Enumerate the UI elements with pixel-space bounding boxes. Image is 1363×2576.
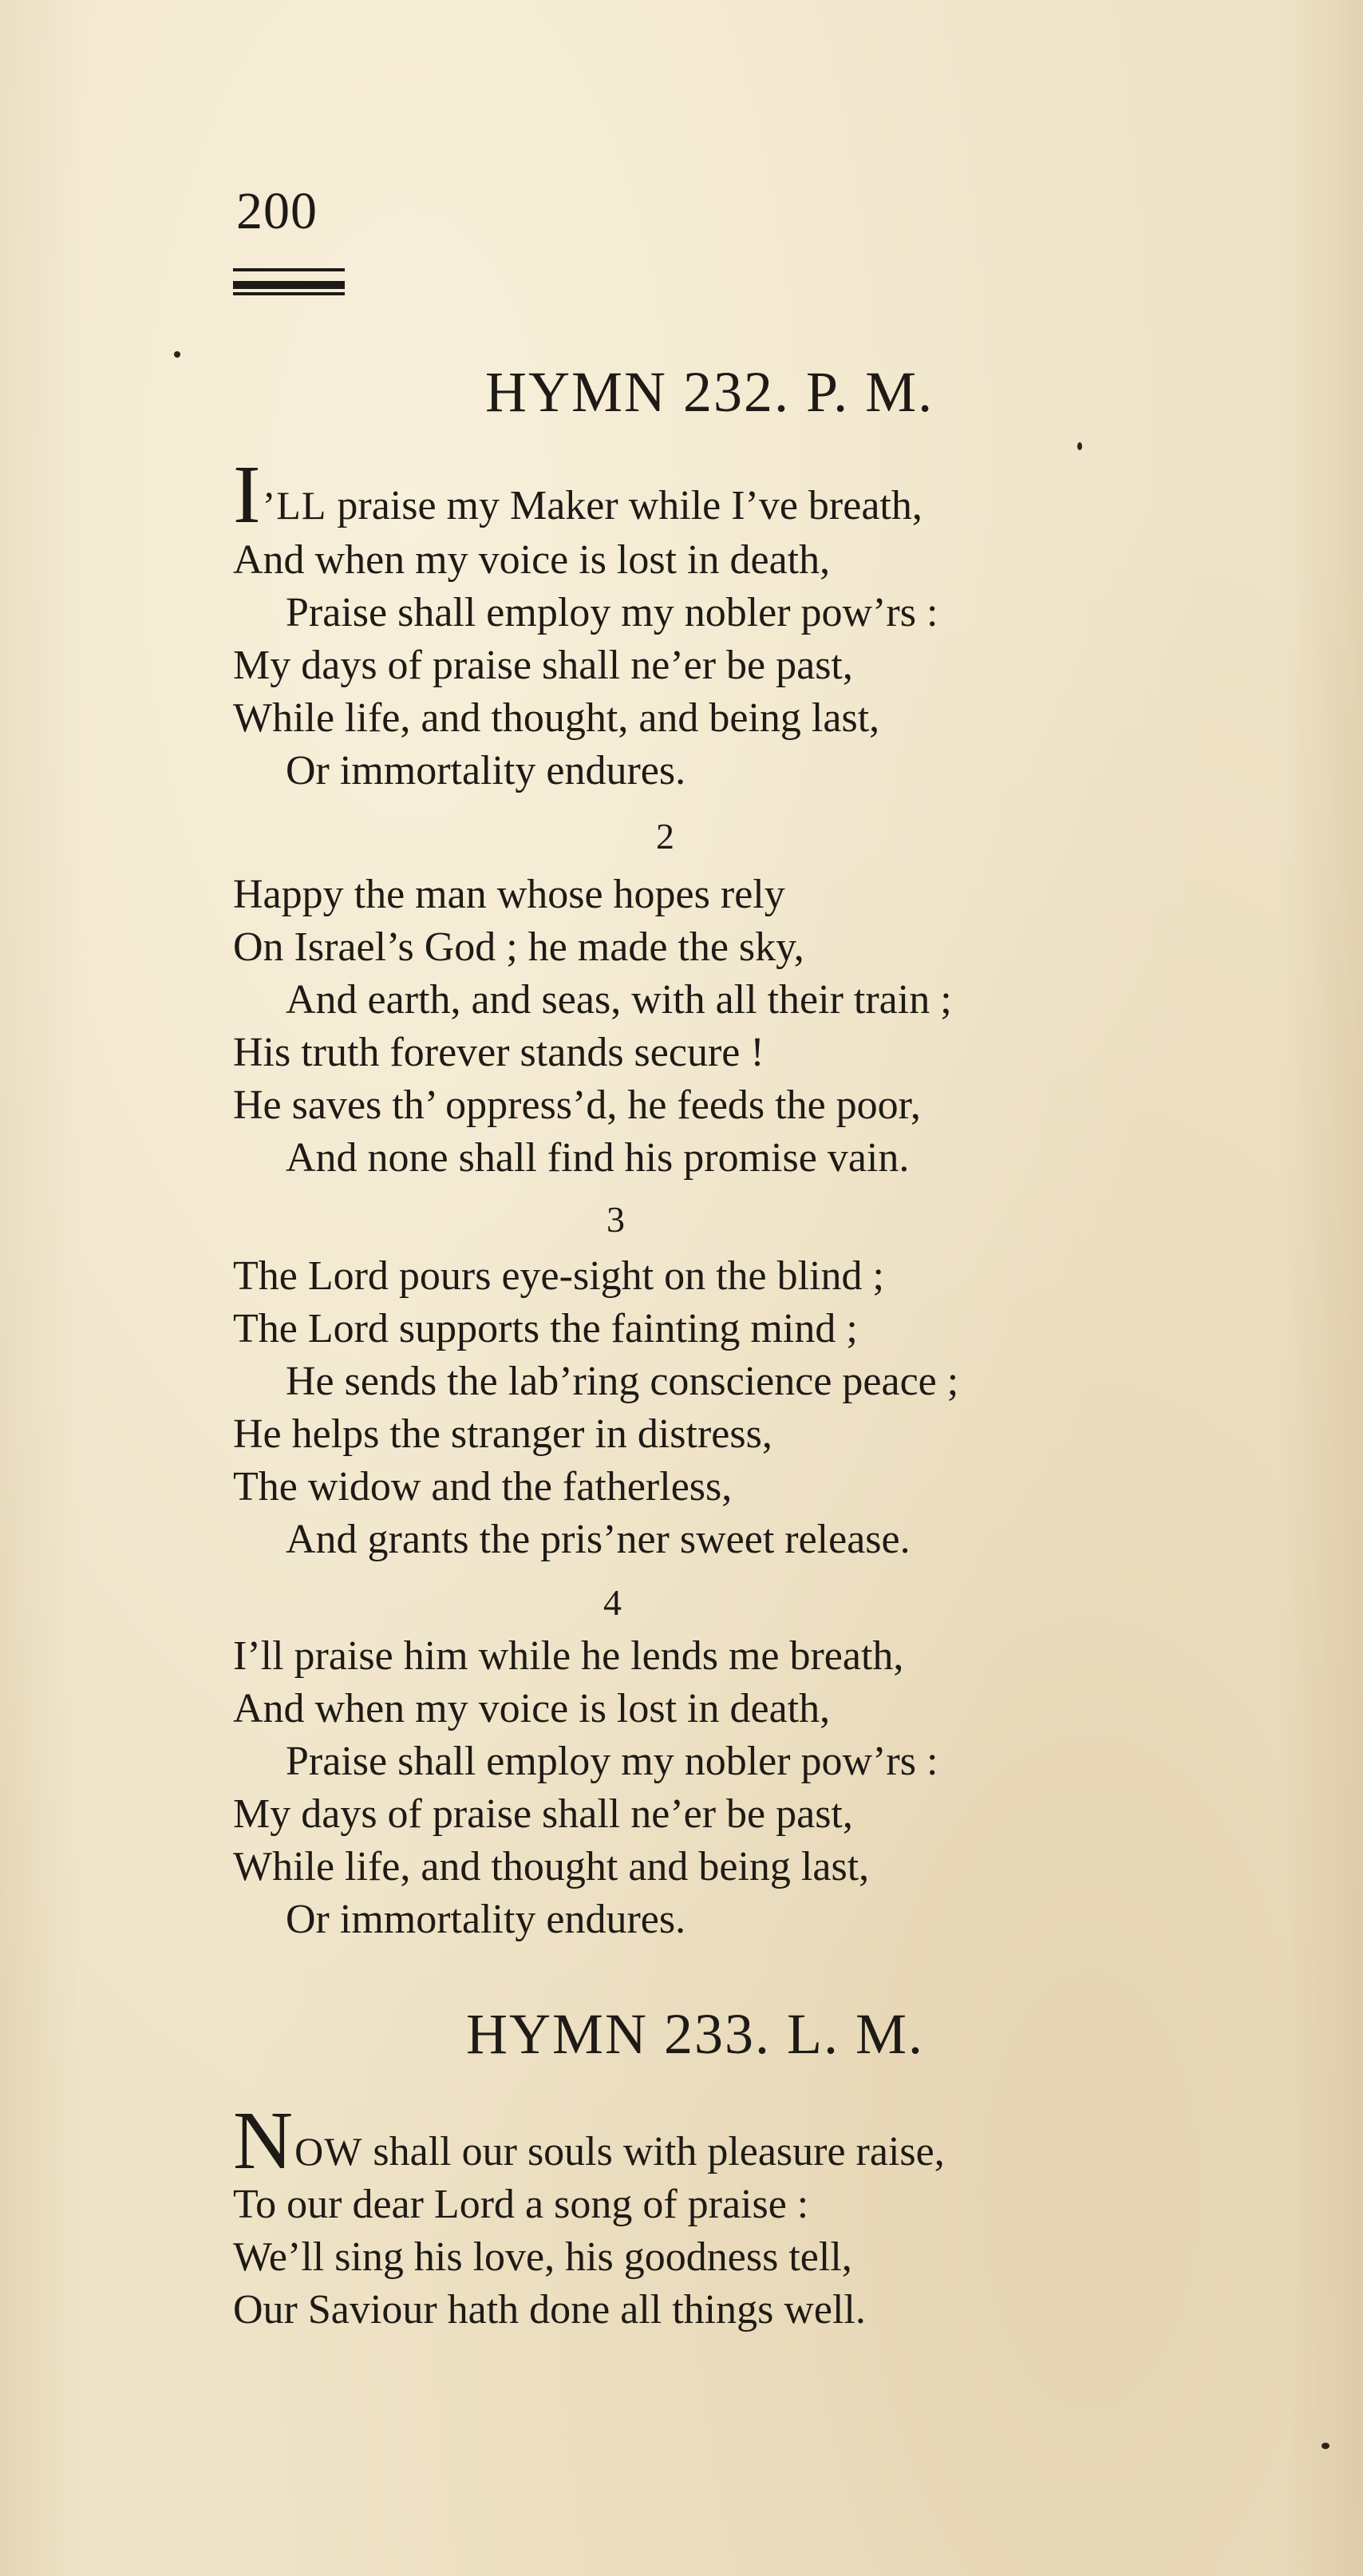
hymn-line: The Lord pours eye-sight on the blind ; [233,1253,884,1299]
hymn-line: Or immortality endures. [286,1897,686,1942]
drop-cap: N [233,2095,294,2186]
hymn-title: HYMN 233. L. M. [466,2002,925,2066]
hymn-line: He saves th’ oppress’d, he feeds the poor, [233,1082,921,1128]
hymn-line: And grants the pris’ner sweet release. [286,1517,911,1562]
hymn-line: His truth forever stands secure ! [233,1030,764,1075]
hymn-line: And none shall find his promise vain. [286,1135,910,1181]
hymn-line: My days of praise shall ne’er be past, [233,1791,853,1837]
header-rule [233,292,345,295]
hymn-line: On Israel’s God ; he made the sky, [233,924,804,970]
hymn-line: While life, and thought, and being last, [233,695,880,741]
ink-speck [174,351,180,358]
hymn-line: To our dear Lord a song of praise : [233,2182,809,2227]
hymn-line: He sends the lab’ring conscience peace ; [286,1359,959,1404]
hymn-line: Or immortality endures. [286,748,686,793]
hymn-line: I’ll praise him while he lends me breath, [233,1633,904,1679]
first-line-rest: shall our souls with pleasure raise, [362,2129,945,2174]
hymn-line: Our Saviour hath done all things well. [233,2287,866,2333]
hymn-line: Happy the man whose hopes rely [233,872,785,917]
hymn-line: We’ll sing his love, his goodness tell, [233,2234,852,2280]
page-number: 200 [236,182,318,240]
hymn-line: And when my voice is lost in death, [233,537,831,583]
hymn-line: He helps the stranger in distress, [233,1411,772,1457]
hymn-line: My days of praise shall ne’er be past, [233,643,853,688]
hymn-first-line [233,2095,945,2186]
drop-cap: I [233,449,261,540]
verse-number: 2 [656,816,674,857]
first-word-caps: ’LL [262,483,327,528]
first-word-caps: OW [294,2129,363,2174]
verse-number: 3 [606,1199,625,1240]
hymn-line: The widow and the fatherless, [233,1464,733,1510]
header-rule [233,268,345,271]
ink-speck [1077,442,1082,450]
hymn-line: Praise shall employ my nobler pow’rs : [286,1739,938,1784]
verse-number: 4 [603,1582,622,1623]
ink-speck [1322,2443,1329,2449]
header-rule-thick [233,281,345,289]
hymn-line: While life, and thought and being last, [233,1844,870,1889]
first-line-rest: praise my Maker while I’ve breath, [326,483,922,528]
hymn-line: Praise shall employ my nobler pow’rs : [286,590,938,635]
hymn-line: And earth, and seas, with all their train ; [286,977,952,1023]
hymn-title: HYMN 232. P. M. [485,360,934,424]
hymn-line: And when my voice is lost in death, [233,1686,831,1731]
hymn-line: The Lord supports the fainting mind ; [233,1306,858,1351]
hymn-first-line [233,449,922,540]
